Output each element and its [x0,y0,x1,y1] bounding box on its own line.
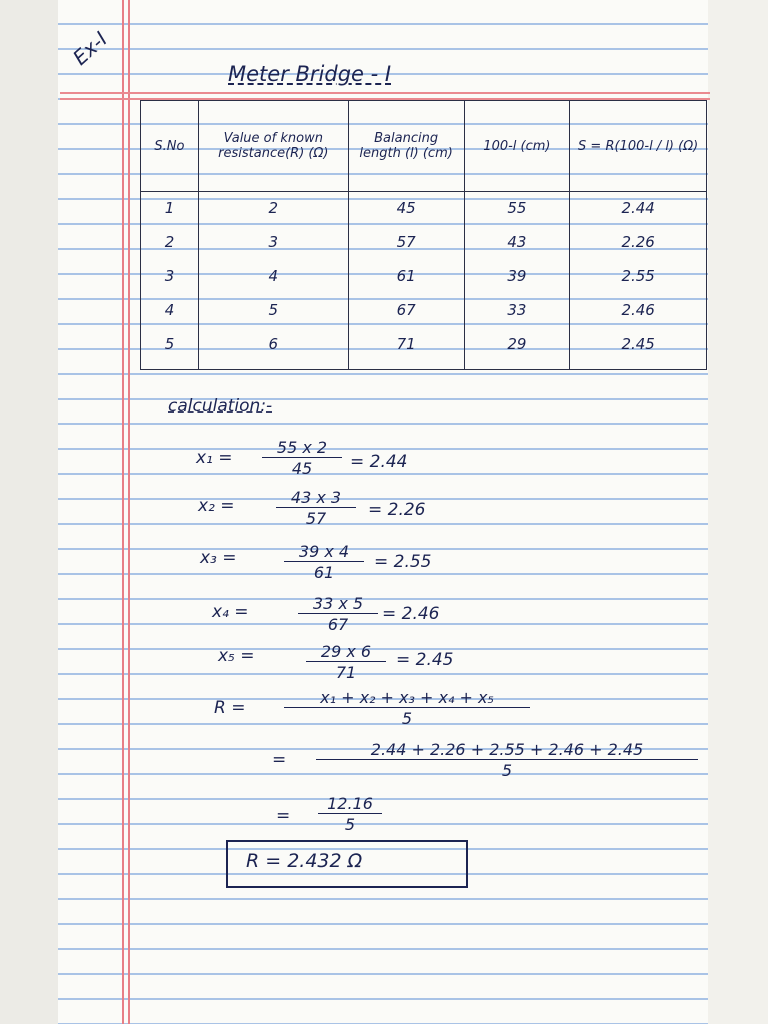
equation-fraction [276,488,356,528]
table-cell: 2.44 [570,192,707,227]
experiment-label: Ex-I [68,26,112,70]
table-row [141,192,707,227]
equation-lhs: x₅ = [218,646,255,666]
table-cell-empty [141,362,199,370]
denominator: 5 [501,761,513,780]
table-cell-empty [198,362,348,370]
table-cell: 55 [464,192,570,227]
equation-result: = 2.26 [368,500,426,520]
substitution-fraction [316,740,698,780]
table-cell: 29 [464,328,570,362]
page-title: Meter Bridge - I [228,62,392,86]
denominator: 5 [401,709,413,728]
numerator: 29 x 6 [306,642,386,662]
table-row [141,328,707,362]
numerator: 33 x 5 [298,594,378,614]
sum-fraction [318,794,382,834]
table-cell: 4 [141,294,199,328]
table-cell: 2.46 [570,294,707,328]
table-cell: 57 [348,226,464,260]
table-cell: 61 [348,260,464,294]
mean-fraction [284,688,530,728]
table-cell: 43 [464,226,570,260]
equals-sign: = [276,806,291,826]
table-cell: 3 [141,260,199,294]
numerator: 12.16 [318,794,382,814]
table-cell: 1 [141,192,199,227]
column-header: 100-l (cm) [464,101,570,192]
equation-fraction [298,594,378,634]
numerator: 2.44 + 2.26 + 2.55 + 2.46 + 2.45 [316,740,698,760]
equation-fraction [262,438,342,478]
table-row [141,260,707,294]
table-cell: 5 [198,294,348,328]
table-cell: 2.26 [570,226,707,260]
table-cell: 3 [198,226,348,260]
equation-result: = 2.44 [350,452,408,472]
margin-line-2 [128,0,130,1024]
observation-table [140,100,707,370]
table-cell: 67 [348,294,464,328]
table-cell: 6 [198,328,348,362]
table-filler-row [141,362,707,370]
table-cell: 5 [141,328,199,362]
table-cell-empty [348,362,464,370]
table-cell: 2.55 [570,260,707,294]
denominator: 5 [344,815,356,834]
table-cell: 33 [464,294,570,328]
table-row [141,226,707,260]
table-row [141,294,707,328]
table-cell: 4 [198,260,348,294]
denominator: 71 [335,663,357,682]
denominator: 61 [313,563,335,582]
table-cell: 2 [141,226,199,260]
denominator: 57 [305,509,327,528]
column-header: Balancing length (l) (cm) [348,101,464,192]
column-header: S.No [141,101,199,192]
numerator: x₁ + x₂ + x₃ + x₄ + x₅ [284,688,530,708]
table-cell-empty [570,362,707,370]
calculation-heading: calculation:- [168,396,273,416]
equation-fraction [306,642,386,682]
table-header-row [141,101,707,192]
column-header: S = R(100-l / l) (Ω) [570,101,707,192]
numerator: 39 x 4 [284,542,364,562]
column-header: Value of known resistance(R) (Ω) [198,101,348,192]
table-cell: 39 [464,260,570,294]
equation-result: = 2.45 [396,650,454,670]
table-cell: 71 [348,328,464,362]
table-cell: 2 [198,192,348,227]
denominator: 67 [327,615,349,634]
table-cell-empty [464,362,570,370]
equation-lhs: x₄ = [212,602,249,622]
margin-line [122,0,124,1024]
page-right-edge [708,0,768,1024]
equals-sign: = [272,750,287,770]
equation-fraction [284,542,364,582]
numerator: 55 x 2 [262,438,342,458]
equation-result: = 2.55 [374,552,432,572]
header-rule [60,92,710,94]
numerator: 43 x 3 [276,488,356,508]
denominator: 45 [291,459,313,478]
equation-result: = 2.46 [382,604,440,624]
mean-lhs: R = [214,698,246,718]
final-answer: R = 2.432 Ω [246,850,363,872]
page-left-edge [0,0,58,1024]
equation-lhs: x₃ = [200,548,237,568]
table-cell: 2.45 [570,328,707,362]
table-cell: 45 [348,192,464,227]
equation-lhs: x₂ = [198,496,235,516]
equation-lhs: x₁ = [196,448,233,468]
